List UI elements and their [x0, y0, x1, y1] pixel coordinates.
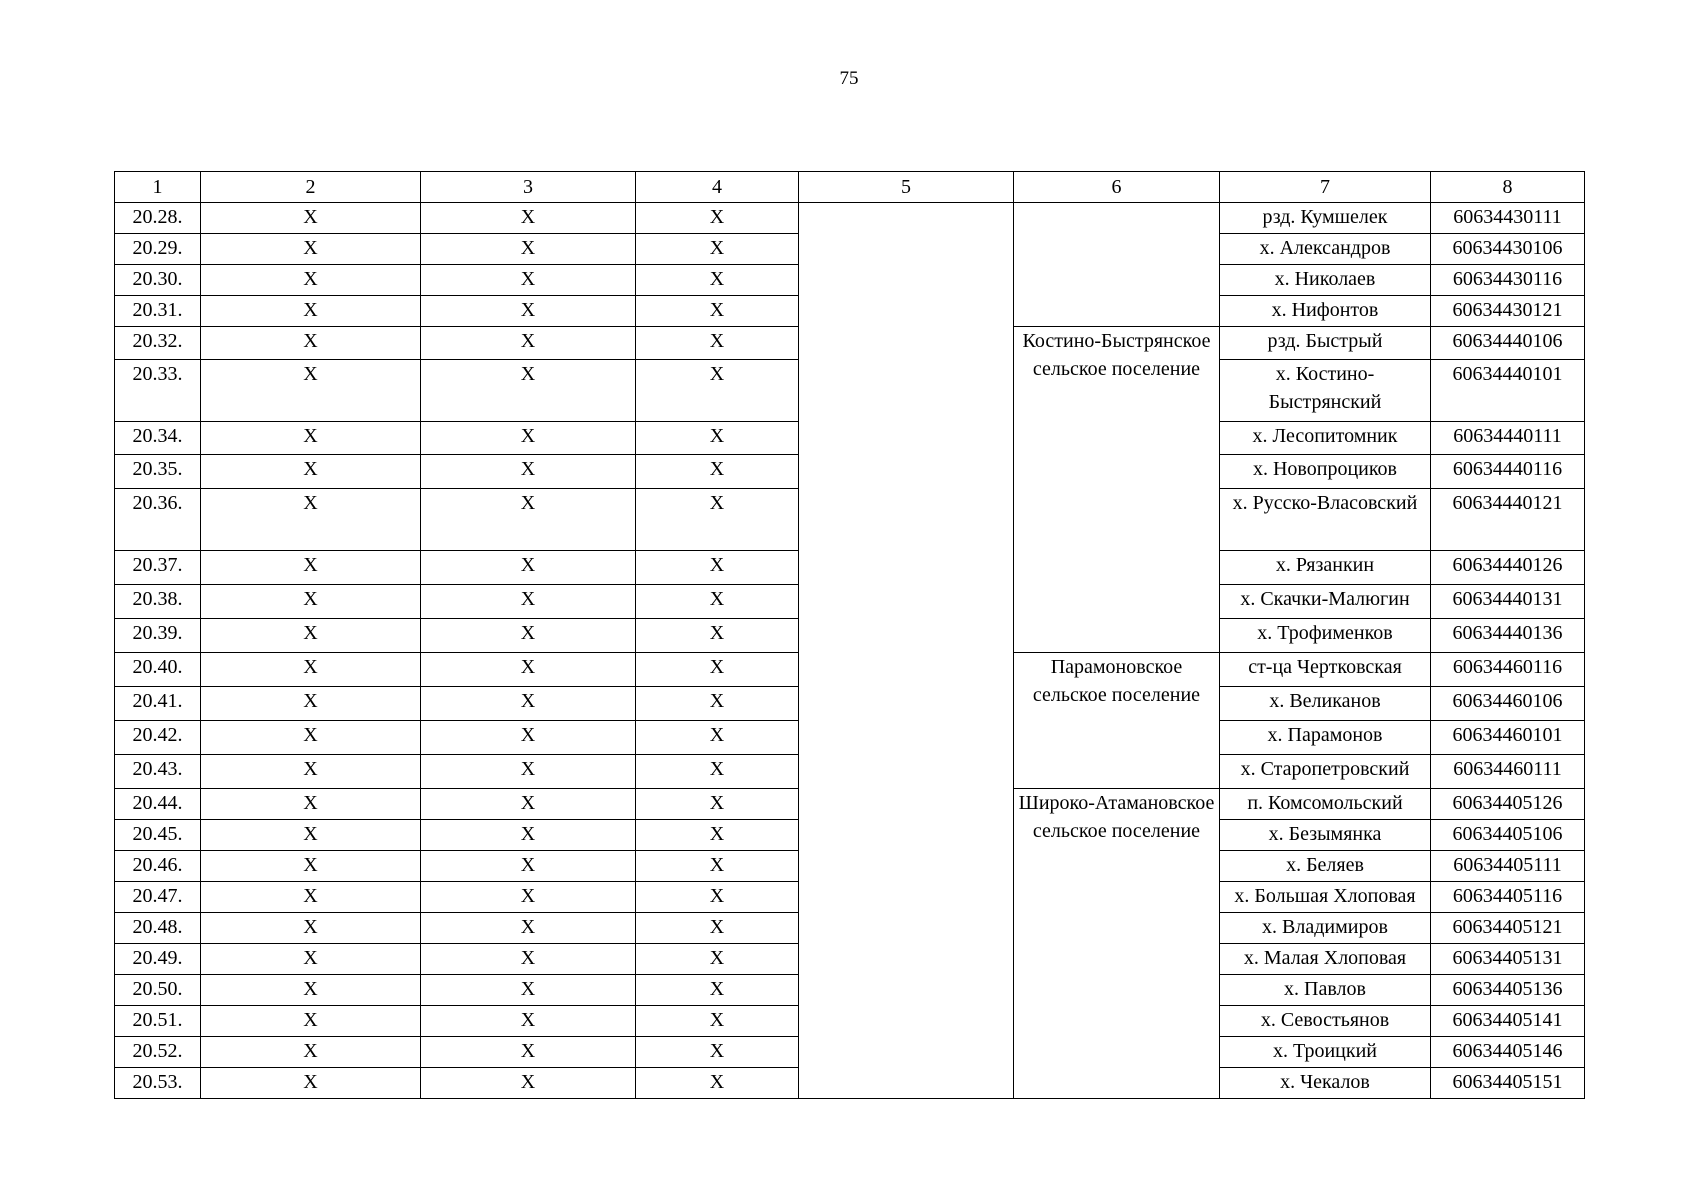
- settlement-name: х. Павлов: [1220, 975, 1431, 1006]
- cell-col4: Х: [636, 489, 799, 551]
- row-number: 20.51.: [115, 1006, 201, 1037]
- cell-col4: Х: [636, 422, 799, 455]
- row-number: 20.28.: [115, 203, 201, 234]
- cell-col2: Х: [201, 327, 421, 360]
- settlement-name: х. Малая Хлоповая: [1220, 944, 1431, 975]
- cell-col3: Х: [421, 203, 636, 234]
- row-number: 20.46.: [115, 851, 201, 882]
- row-number: 20.45.: [115, 820, 201, 851]
- row-number: 20.30.: [115, 265, 201, 296]
- oktmo-code: 60634405106: [1431, 820, 1585, 851]
- oktmo-code: 60634405151: [1431, 1068, 1585, 1099]
- header-cell: 4: [636, 172, 799, 203]
- settlement-name: х. Чекалов: [1220, 1068, 1431, 1099]
- header-cell: 1: [115, 172, 201, 203]
- cell-col2: Х: [201, 687, 421, 721]
- settlement-name: х. Костино-Быстрянский: [1220, 360, 1431, 422]
- cell-col3: Х: [421, 265, 636, 296]
- row-number: 20.39.: [115, 619, 201, 653]
- cell-col4: Х: [636, 851, 799, 882]
- oktmo-code: 60634460111: [1431, 755, 1585, 789]
- cell-col3: Х: [421, 455, 636, 489]
- cell-col3: Х: [421, 489, 636, 551]
- header-cell: 6: [1014, 172, 1220, 203]
- cell-col2: Х: [201, 653, 421, 687]
- cell-col3: Х: [421, 327, 636, 360]
- cell-col2: Х: [201, 265, 421, 296]
- municipality-empty: [1014, 203, 1220, 327]
- cell-col4: Х: [636, 619, 799, 653]
- oktmo-code: 60634430106: [1431, 234, 1585, 265]
- row-number: 20.42.: [115, 721, 201, 755]
- cell-col2: Х: [201, 203, 421, 234]
- row-number: 20.43.: [115, 755, 201, 789]
- cell-col2: Х: [201, 851, 421, 882]
- cell-col2: Х: [201, 619, 421, 653]
- cell-col4: Х: [636, 265, 799, 296]
- cell-col2: Х: [201, 1037, 421, 1068]
- settlement-name: рзд. Кумшелек: [1220, 203, 1431, 234]
- municipality-name: Широко-Атамановское сельское поселение: [1014, 789, 1220, 1099]
- cell-col2: Х: [201, 913, 421, 944]
- oktmo-code: 60634460116: [1431, 653, 1585, 687]
- cell-col2: Х: [201, 755, 421, 789]
- oktmo-code: 60634440121: [1431, 489, 1585, 551]
- cell-col4: Х: [636, 820, 799, 851]
- cell-col2: Х: [201, 975, 421, 1006]
- oktmo-code: 60634405146: [1431, 1037, 1585, 1068]
- cell-col2: Х: [201, 551, 421, 585]
- cell-col4: Х: [636, 789, 799, 820]
- cell-col4: Х: [636, 585, 799, 619]
- cell-col4: Х: [636, 1068, 799, 1099]
- cell-col4: Х: [636, 882, 799, 913]
- row-number: 20.34.: [115, 422, 201, 455]
- oktmo-code: 60634440106: [1431, 327, 1585, 360]
- table-header-row: [115, 172, 1585, 203]
- cell-col4: Х: [636, 975, 799, 1006]
- cell-col2: Х: [201, 1006, 421, 1037]
- cell-col4: Х: [636, 755, 799, 789]
- settlement-name: п. Комсомольский: [1220, 789, 1431, 820]
- oktmo-code: 60634440136: [1431, 619, 1585, 653]
- oktmo-code: 60634440101: [1431, 360, 1585, 422]
- cell-col3: Х: [421, 721, 636, 755]
- settlement-name: х. Рязанкин: [1220, 551, 1431, 585]
- settlement-name: х. Великанов: [1220, 687, 1431, 721]
- cell-col3: Х: [421, 1068, 636, 1099]
- cell-col4: Х: [636, 455, 799, 489]
- cell-col4: Х: [636, 234, 799, 265]
- oktmo-code: 60634440111: [1431, 422, 1585, 455]
- cell-col3: Х: [421, 296, 636, 327]
- cell-col3: Х: [421, 913, 636, 944]
- settlement-name: х. Беляев: [1220, 851, 1431, 882]
- oktmo-code: 60634440131: [1431, 585, 1585, 619]
- settlement-name: х. Лесопитомник: [1220, 422, 1431, 455]
- settlement-name: х. Старопетровский: [1220, 755, 1431, 789]
- cell-col3: Х: [421, 234, 636, 265]
- cell-col4: Х: [636, 913, 799, 944]
- cell-col4: Х: [636, 1037, 799, 1068]
- cell-col3: Х: [421, 551, 636, 585]
- oktmo-code: 60634405111: [1431, 851, 1585, 882]
- cell-col2: Х: [201, 789, 421, 820]
- page-number: 75: [839, 68, 859, 89]
- settlement-name: рзд. Быстрый: [1220, 327, 1431, 360]
- settlement-name: х. Троицкий: [1220, 1037, 1431, 1068]
- cell-col3: Х: [421, 975, 636, 1006]
- row-number: 20.44.: [115, 789, 201, 820]
- cell-col2: Х: [201, 296, 421, 327]
- row-number: 20.36.: [115, 489, 201, 551]
- row-number: 20.52.: [115, 1037, 201, 1068]
- oktmo-code: 60634405121: [1431, 913, 1585, 944]
- oktmo-code: 60634405126: [1431, 789, 1585, 820]
- header-cell: 7: [1220, 172, 1431, 203]
- cell-col3: Х: [421, 585, 636, 619]
- cell-col4: Х: [636, 203, 799, 234]
- cell-col2: Х: [201, 944, 421, 975]
- cell-col4: Х: [636, 360, 799, 422]
- oktmo-code: 60634440116: [1431, 455, 1585, 489]
- cell-col3: Х: [421, 944, 636, 975]
- cell-col4: Х: [636, 551, 799, 585]
- header-cell: 2: [201, 172, 421, 203]
- cell-col3: Х: [421, 789, 636, 820]
- cell-col2: Х: [201, 360, 421, 422]
- cell-col3: Х: [421, 882, 636, 913]
- cell-col3: Х: [421, 755, 636, 789]
- row-number: 20.53.: [115, 1068, 201, 1099]
- oktmo-code: 60634440126: [1431, 551, 1585, 585]
- municipality-name: Парамоновское сельское поселение: [1014, 653, 1220, 789]
- row-number: 20.47.: [115, 882, 201, 913]
- cell-col3: Х: [421, 687, 636, 721]
- settlements-table: [114, 171, 1585, 1099]
- settlement-name: х. Большая Хлоповая: [1220, 882, 1431, 913]
- cell-col4: Х: [636, 327, 799, 360]
- cell-col4: Х: [636, 296, 799, 327]
- cell-col3: Х: [421, 422, 636, 455]
- cell-col3: Х: [421, 360, 636, 422]
- row-number: 20.48.: [115, 913, 201, 944]
- oktmo-code: 60634405116: [1431, 882, 1585, 913]
- settlement-name: х. Александров: [1220, 234, 1431, 265]
- cell-col4: Х: [636, 653, 799, 687]
- row-number: 20.41.: [115, 687, 201, 721]
- cell-col3: Х: [421, 619, 636, 653]
- header-cell: 3: [421, 172, 636, 203]
- settlement-name: х. Безымянка: [1220, 820, 1431, 851]
- settlement-name: х. Севостьянов: [1220, 1006, 1431, 1037]
- row-number: 20.33.: [115, 360, 201, 422]
- oktmo-code: 60634460101: [1431, 721, 1585, 755]
- cell-col4: Х: [636, 687, 799, 721]
- oktmo-code: 60634405131: [1431, 944, 1585, 975]
- row-number: 20.50.: [115, 975, 201, 1006]
- cell-col3: Х: [421, 1006, 636, 1037]
- header-cell: 5: [799, 172, 1014, 203]
- table-row: [115, 203, 1585, 234]
- cell-col2: Х: [201, 882, 421, 913]
- row-number: 20.31.: [115, 296, 201, 327]
- settlement-name: ст-ца Чертковская: [1220, 653, 1431, 687]
- oktmo-code: 60634460106: [1431, 687, 1585, 721]
- row-number: 20.49.: [115, 944, 201, 975]
- cell-col2: Х: [201, 585, 421, 619]
- cell-col4: Х: [636, 944, 799, 975]
- row-number: 20.37.: [115, 551, 201, 585]
- cell-col3: Х: [421, 851, 636, 882]
- cell-col2: Х: [201, 1068, 421, 1099]
- cell-col2: Х: [201, 820, 421, 851]
- settlement-name: х. Скачки-Малюгин: [1220, 585, 1431, 619]
- cell-col5-empty: [799, 203, 1014, 1099]
- oktmo-code: 60634430116: [1431, 265, 1585, 296]
- municipality-name: Костино-Быстрянское сельское поселение: [1014, 327, 1220, 653]
- row-number: 20.38.: [115, 585, 201, 619]
- cell-col2: Х: [201, 422, 421, 455]
- row-number: 20.29.: [115, 234, 201, 265]
- cell-col3: Х: [421, 653, 636, 687]
- oktmo-code: 60634405141: [1431, 1006, 1585, 1037]
- oktmo-code: 60634430121: [1431, 296, 1585, 327]
- row-number: 20.40.: [115, 653, 201, 687]
- cell-col3: Х: [421, 820, 636, 851]
- cell-col2: Х: [201, 489, 421, 551]
- settlement-name: х. Владимиров: [1220, 913, 1431, 944]
- cell-col2: Х: [201, 455, 421, 489]
- row-number: 20.32.: [115, 327, 201, 360]
- settlement-name: х. Нифонтов: [1220, 296, 1431, 327]
- oktmo-code: 60634405136: [1431, 975, 1585, 1006]
- header-cell: 8: [1431, 172, 1585, 203]
- row-number: 20.35.: [115, 455, 201, 489]
- cell-col4: Х: [636, 1006, 799, 1037]
- cell-col2: Х: [201, 721, 421, 755]
- cell-col3: Х: [421, 1037, 636, 1068]
- settlement-name: х. Николаев: [1220, 265, 1431, 296]
- settlement-name: х. Парамонов: [1220, 721, 1431, 755]
- cell-col4: Х: [636, 721, 799, 755]
- settlement-name: х. Новопроциков: [1220, 455, 1431, 489]
- settlement-name: х. Русско-Власовский: [1220, 489, 1431, 551]
- cell-col2: Х: [201, 234, 421, 265]
- settlement-name: х. Трофименков: [1220, 619, 1431, 653]
- oktmo-code: 60634430111: [1431, 203, 1585, 234]
